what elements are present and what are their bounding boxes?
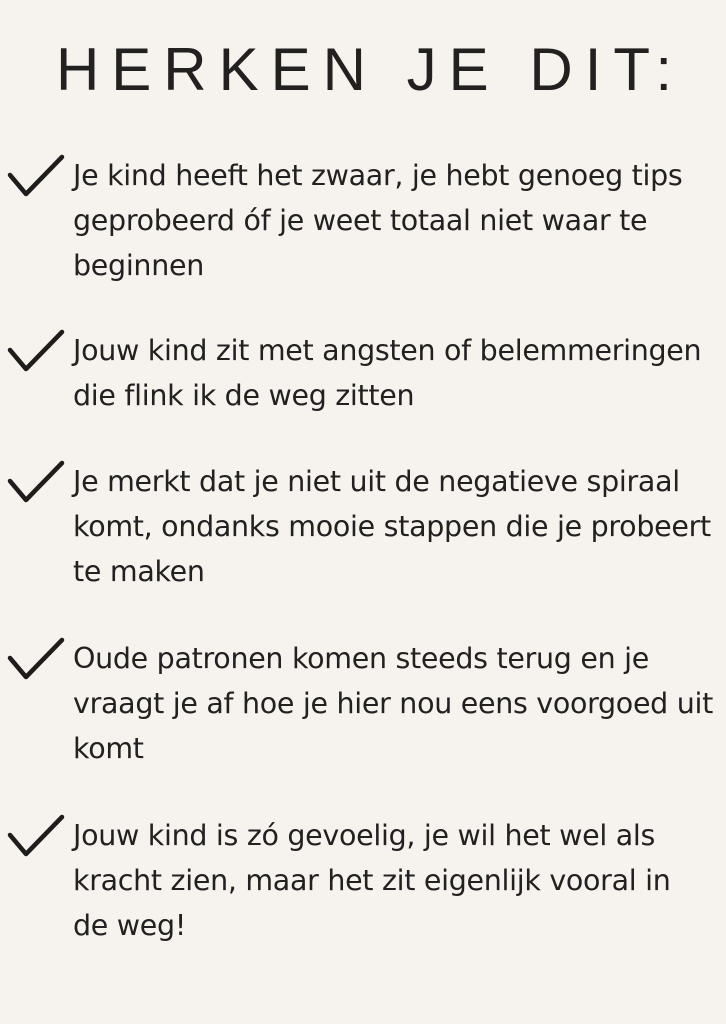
checklist-item-text: Jouw kind zit met angsten of belemmeringen die flink ik de weg zitten xyxy=(73,334,702,412)
checklist-item-text: Je merkt dat je niet uit de negatieve spiraal komt, ondanks mooie stappen die je probeert te maken xyxy=(73,465,711,588)
page-title: HERKEN JE DIT: xyxy=(55,36,685,103)
checkmark-icon xyxy=(6,151,66,201)
checkmark-icon xyxy=(6,457,66,507)
checklist-item-text: Jouw kind is zó gevoelig, je wil het wel als kracht zien, maar het zit eigenlijk vooral in de weg! xyxy=(73,819,671,942)
checklist-item-text: Oude patronen komen steeds terug en je vraagt je af hoe je hier nou eens voorgoed uit komt xyxy=(73,642,713,765)
checkmark-icon xyxy=(6,326,66,376)
checkmark-icon xyxy=(6,634,66,684)
checklist-item-text: Je kind heeft het zwaar, je hebt genoeg tips geprobeerd óf je weet totaal niet waar te beginnen xyxy=(73,159,683,282)
checkmark-icon xyxy=(6,811,66,861)
